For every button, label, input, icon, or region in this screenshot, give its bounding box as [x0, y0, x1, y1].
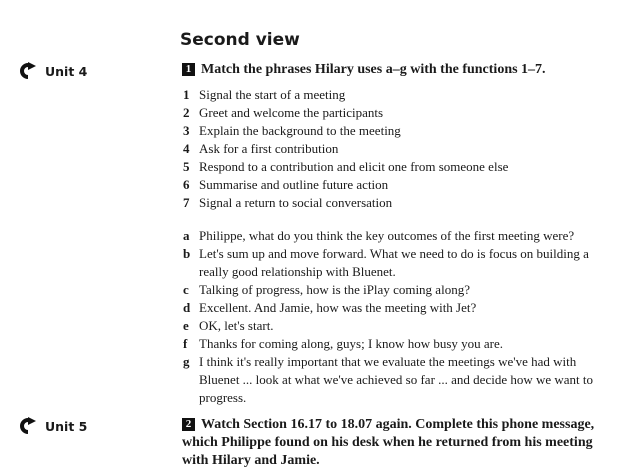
list-item — [183, 245, 603, 281]
arrow-icon — [18, 62, 38, 80]
list-item — [183, 104, 603, 122]
list-item — [183, 86, 603, 104]
arrow-icon — [18, 417, 38, 435]
item-key: 3 — [183, 123, 190, 138]
item-text: OK, let's start. — [199, 318, 274, 333]
item-text: Respond to a contribution and elicit one from someone else — [199, 159, 509, 174]
item-text: Let's sum up and move forward. What we need to do is focus on building a really good relationship with Bluenet. — [199, 246, 589, 279]
list-item — [183, 335, 603, 353]
item-key: 6 — [183, 177, 190, 192]
item-text: Talking of progress, how is the iPlay coming along? — [199, 282, 470, 297]
unit-label: Unit 5 — [45, 418, 88, 434]
item-text: Greet and welcome the participants — [199, 105, 384, 120]
item-key: c — [183, 282, 189, 297]
list-item — [183, 317, 603, 335]
item-text: Excellent. And Jamie, how was the meeting with Jet? — [199, 300, 477, 315]
exercise-2-instruction — [182, 416, 612, 470]
item-key: f — [183, 336, 188, 351]
item-text: Explain the background to the meeting — [199, 123, 401, 138]
list-item — [183, 194, 603, 212]
exercise-number: 2 — [182, 418, 195, 431]
item-text: Philippe, what do you think the key outcomes of the first meeting were? — [199, 228, 575, 243]
unit-5-reference — [18, 417, 87, 435]
item-key: 2 — [183, 105, 190, 120]
unit-label: Unit 4 — [45, 63, 88, 79]
functions-list — [183, 86, 603, 212]
list-item — [183, 299, 603, 317]
item-key: 1 — [183, 87, 190, 102]
section-title: Second view — [180, 30, 300, 50]
list-item — [183, 176, 603, 194]
exercise-1-instruction — [182, 61, 602, 79]
unit-4-reference — [18, 62, 87, 80]
item-text: I think it's really important that we evaluate the meetings we've had with Bluenet ... look at what we've achieved so far ... and decide how we want to progress. — [199, 354, 594, 405]
item-text: Signal the start of a meeting — [199, 87, 346, 102]
list-item — [183, 227, 603, 245]
phrases-list — [183, 227, 603, 407]
item-text: Ask for a first contribution — [199, 141, 339, 156]
item-key: 7 — [183, 195, 190, 210]
item-key: 4 — [183, 141, 190, 156]
list-item — [183, 353, 603, 407]
list-item — [183, 140, 603, 158]
list-item — [183, 158, 603, 176]
item-text: Thanks for coming along, guys; I know how busy you are. — [199, 336, 504, 351]
item-key: g — [183, 354, 190, 369]
list-item — [183, 281, 603, 299]
list-item — [183, 122, 603, 140]
instruction-text: Watch Section 16.17 to 18.07 again. Complete this phone message, which Philippe found on his desk when he returned from his meeting with Hilary and Jamie. — [182, 417, 595, 468]
item-text: Signal a return to social conversation — [199, 195, 393, 210]
item-key: 5 — [183, 159, 190, 174]
item-key: e — [183, 318, 189, 333]
item-key: a — [183, 228, 190, 243]
exercise-number: 1 — [182, 63, 195, 76]
item-text: Summarise and outline future action — [199, 177, 389, 192]
item-key: b — [183, 246, 191, 261]
item-key: d — [183, 300, 191, 315]
instruction-text: Match the phrases Hilary uses a–g with the functions 1–7. — [201, 62, 546, 77]
